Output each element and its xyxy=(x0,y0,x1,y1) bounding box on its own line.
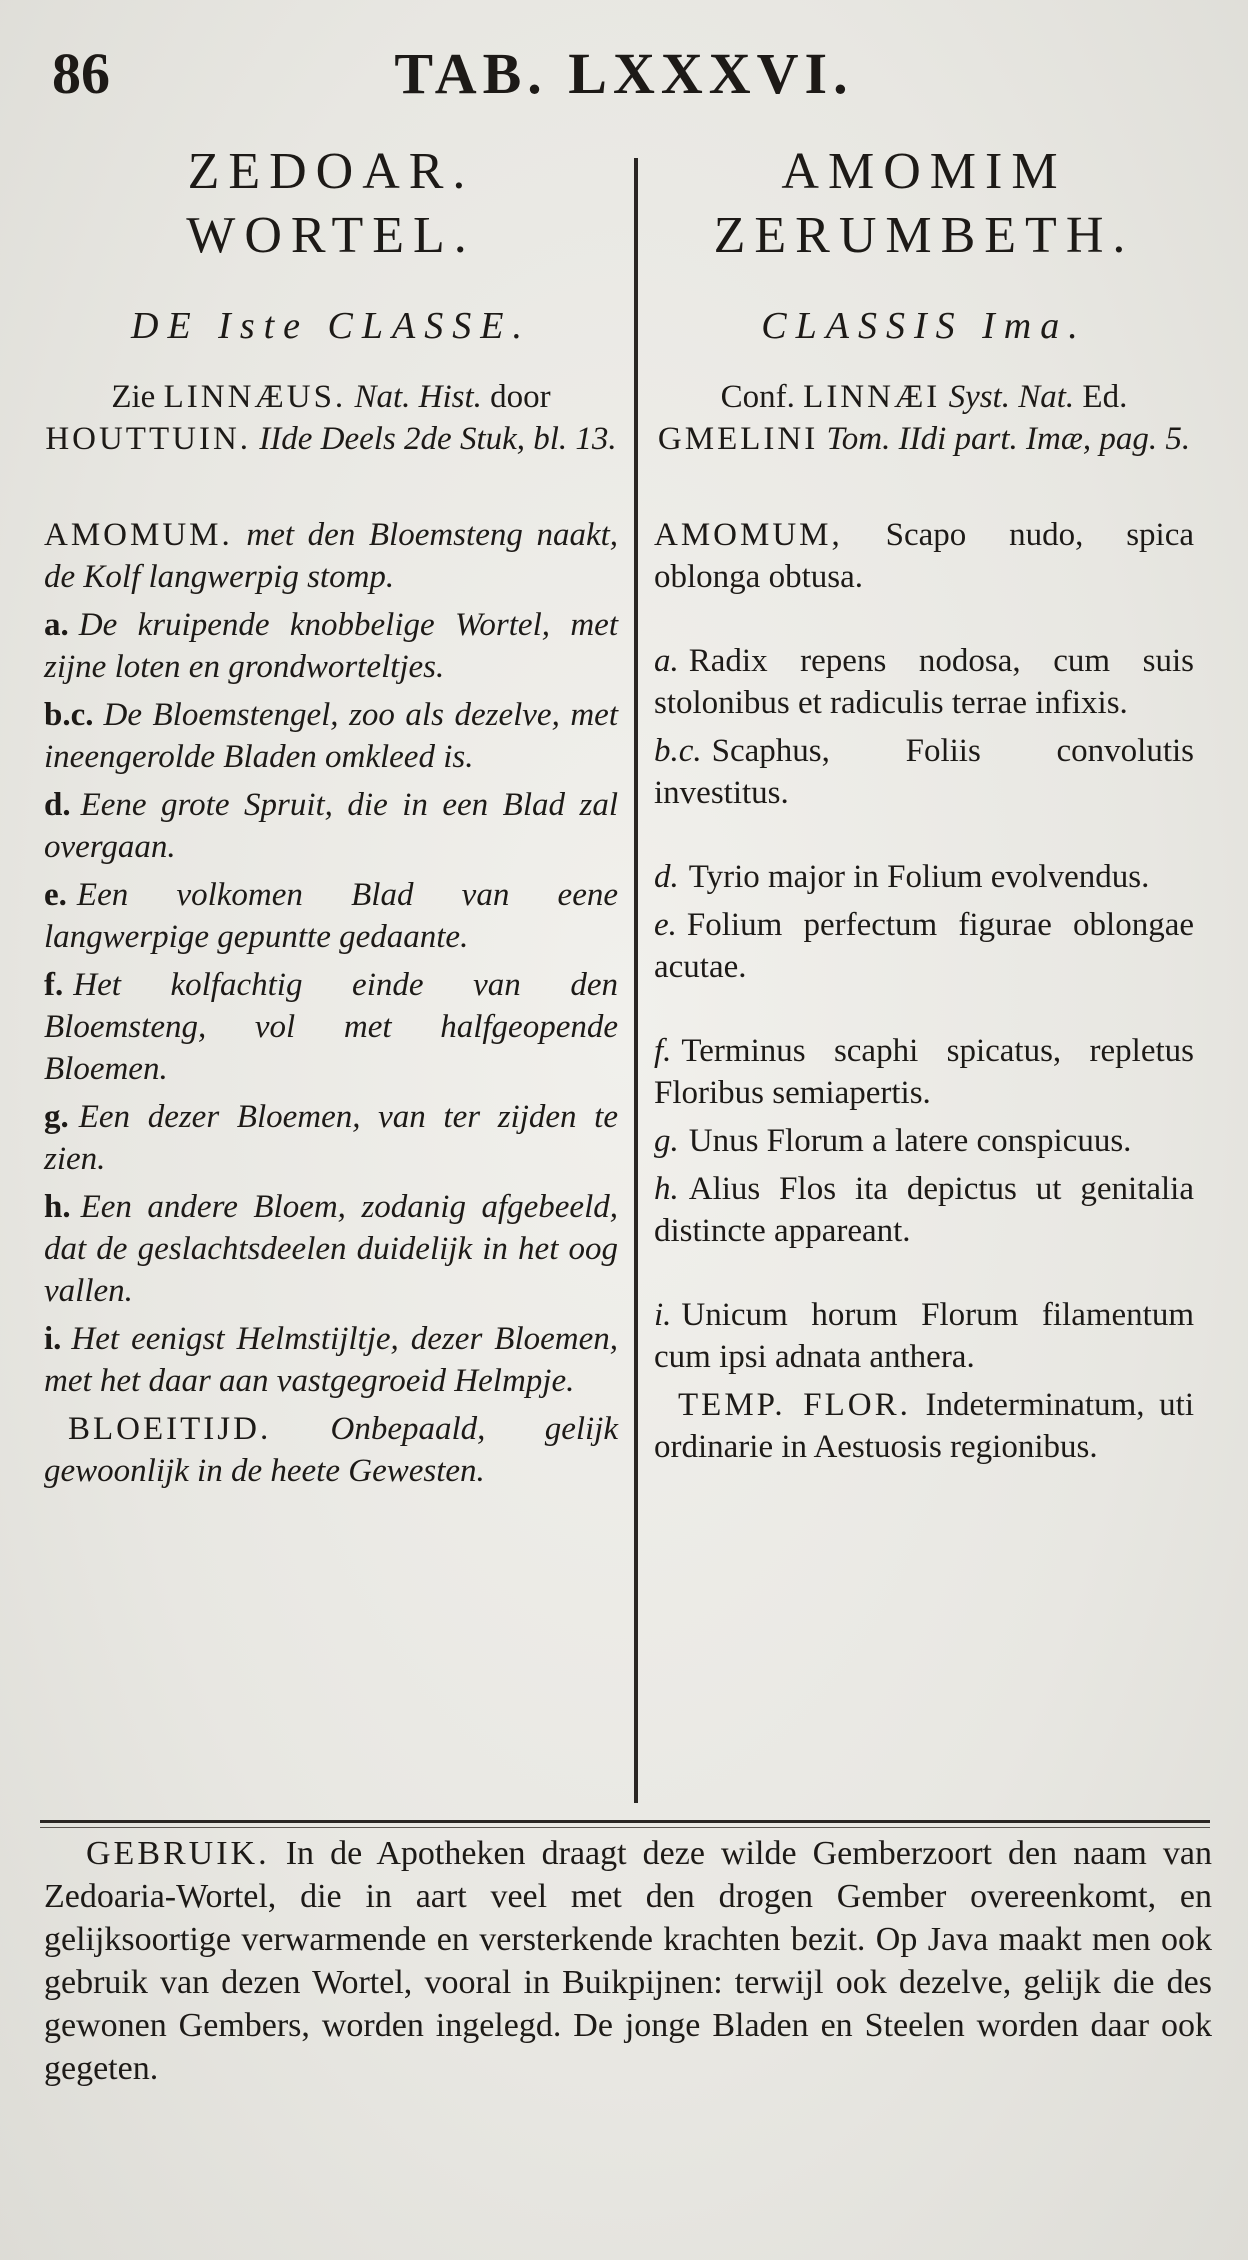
left-title-line1: ZEDOAR. xyxy=(187,143,475,200)
list-item: h. Een andere Bloem, zodanig afgebeeld, dat de geslachtsdeelen duidelijk in het oog vallen. xyxy=(44,1189,618,1309)
left-genus-entry: AMOMUM. met den Bloemsteng naakt, de Kolf langwerpig stomp. xyxy=(44,517,619,595)
list-item: e. Folium perfectum figurae oblongae acutae. xyxy=(654,907,1194,985)
list-item: i. Het eenigst Helmstijltje, dezer Bloemen, met het daar aan vastgegroeid Helmpje. xyxy=(44,1321,618,1399)
column-divider xyxy=(634,158,638,1803)
left-reference: Zie LINNÆUS. Nat. Hist. door HOUTTUIN. IIde Deels 2de Stuk, bl. 13. xyxy=(45,379,617,457)
page-number: 86 xyxy=(52,41,110,106)
list-item: g. Een dezer Bloemen, van ter zijden te zien. xyxy=(44,1099,618,1177)
horizontal-rule xyxy=(40,1820,1210,1823)
list-item: d. Tyrio major in Folium evolvendus. xyxy=(654,859,1150,895)
list-item: a. Radix repens nodosa, cum suis stolonibus et radiculis terrae infixis. xyxy=(654,643,1194,721)
plate-title: TAB. LXXXVI. xyxy=(394,41,854,106)
list-item: h. Alius Flos ita depictus ut genitalia distincte appareant. xyxy=(654,1171,1194,1249)
right-title-line1: AMOMIM xyxy=(781,143,1067,200)
list-item: b.c. De Bloemstengel, zoo als dezelve, met ineengerolde Bladen omkleed is. xyxy=(44,697,618,775)
list-item: b.c. Scaphus, Foliis convolutis investitus. xyxy=(654,733,1194,811)
left-bloeitijd: BLOEITIJD. Onbepaald, gelijk gewoonlijk in de heete Gewesten. xyxy=(44,1411,619,1489)
list-item: i. Unicum horum Florum filamentum cum ipsi adnata anthera. xyxy=(654,1297,1194,1375)
list-item: f. Terminus scaphi spicatus, repletus Floribus semiapertis. xyxy=(654,1033,1194,1111)
left-title-line2: WORTEL. xyxy=(186,207,476,264)
list-item: f. Het kolfachtig einde van den Bloemsteng, vol met halfgeopende Bloemen. xyxy=(44,967,618,1087)
horizontal-rule-thin xyxy=(40,1827,1210,1828)
right-temp-flor: TEMP. FLOR. Indeterminatum, uti ordinarie in Aestuosis regionibus. xyxy=(654,1387,1194,1465)
right-classe: CLASSIS Ima. xyxy=(761,305,1087,347)
list-item: g. Unus Florum a latere conspicuus. xyxy=(654,1123,1132,1159)
right-genus-entry: AMOMUM, Scapo nudo, spica oblonga obtusa. xyxy=(654,517,1195,595)
list-item: e. Een volkomen Blad van eene langwerpige gepuntte gedaante. xyxy=(44,877,618,955)
list-item: a. De kruipende knobbelige Wortel, met zijne loten en grondworteltjes. xyxy=(44,607,618,685)
right-title-line2: ZERUMBETH. xyxy=(713,207,1135,264)
left-classe: DE Iste CLASSE. xyxy=(131,305,531,347)
list-item: d. Eene grote Spruit, die in een Blad zal overgaan. xyxy=(44,787,618,865)
dutch-column xyxy=(44,140,618,1492)
latin-column xyxy=(654,140,1194,1468)
gebruik-paragraph: GEBRUIK. In de Apotheken draagt deze wilde Gemberzoort den naam van Zedoaria-Wortel, die in aart veel met den drogen Gember overeenkomt, en gelijksoortige verwarmende en versterkende krachten bezit. Op Java maakt men ook gebruik van dezen Wortel, vooral in Buikpijnen: terwijl ook dezelve, gelijk die des gewonen Gembers, worden ingelegd. De jonge Bladen en Steelen worden daar ook gegeten. xyxy=(44,1835,1212,2087)
right-reference: Conf. LINNÆI Syst. Nat. Ed. GMELINI Tom. IIdi part. Imæ, pag. 5. xyxy=(657,379,1191,457)
